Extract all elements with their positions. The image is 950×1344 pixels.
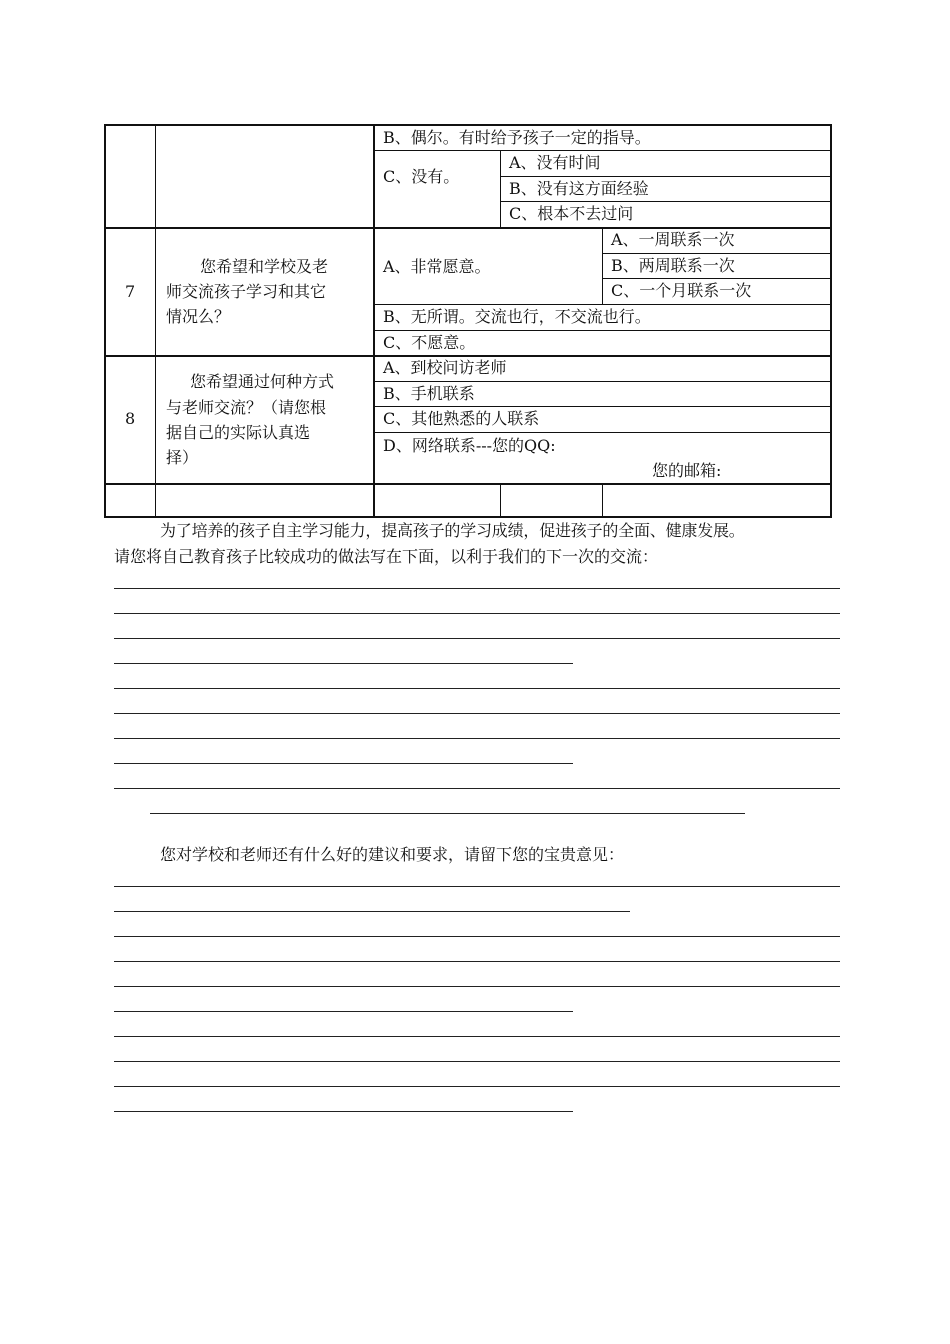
q8-question-line: 您希望通过何种方式 (190, 372, 335, 391)
q7-option-a: A、非常愿意。 (383, 257, 491, 276)
divider (374, 381, 832, 382)
section2-prompt: 您对学校和老师还有什么好的建议和要求，请留下您的宝贵意见： (160, 845, 625, 864)
q8-question-line: 择） (166, 448, 199, 467)
answer-line[interactable] (114, 688, 840, 689)
subcol-divider (500, 150, 501, 228)
answer-line[interactable] (114, 613, 840, 614)
q7-question-line: 师交流孩子学习和其它 (166, 282, 327, 301)
divider (374, 432, 832, 433)
answer-line[interactable] (114, 936, 840, 937)
col-divider-number (155, 124, 156, 518)
answer-line[interactable] (114, 886, 840, 887)
divider (374, 150, 832, 151)
answer-line[interactable] (114, 663, 573, 664)
subcol-divider (602, 227, 603, 305)
answer-line[interactable] (114, 788, 840, 789)
answer-line[interactable] (114, 1061, 840, 1062)
divider (500, 201, 832, 202)
q8-option-b: B、手机联系 (383, 384, 475, 403)
answer-line[interactable] (114, 986, 840, 987)
q6-sub-b: B、没有这方面经验 (509, 179, 649, 198)
q7-question-line: 您希望和学校及老 (200, 257, 329, 276)
q6-option-c: C、没有。 (383, 167, 460, 186)
divider (500, 176, 832, 177)
table-border-right (830, 124, 832, 518)
answer-line[interactable] (114, 638, 840, 639)
q7-option-b: B、无所谓。交流也行，不交流也行。 (383, 307, 651, 326)
q8-number: 8 (125, 409, 136, 428)
table-border-left (104, 124, 106, 518)
q7-question-line: 情况么？ (166, 307, 231, 326)
divider (602, 253, 832, 254)
answer-line[interactable] (114, 1111, 573, 1112)
q7-sub-b: B、两周联系一次 (611, 256, 735, 275)
q7-sub-a: A、一周联系一次 (611, 230, 735, 249)
answer-line[interactable] (114, 911, 630, 912)
answer-line[interactable] (114, 763, 573, 764)
table-border-top (104, 124, 832, 126)
section1-intro-line2: 请您将自己教育孩子比较成功的做法写在下面，以利于我们的下一次的交流： (114, 547, 659, 566)
divider (602, 278, 832, 279)
table-border-bottom (104, 516, 832, 518)
divider (374, 330, 832, 331)
q8-option-d: D、网络联系---您的QQ: (383, 436, 556, 455)
divider (374, 304, 832, 305)
q8-email-label: 您的邮箱: (652, 461, 722, 480)
answer-line[interactable] (114, 713, 840, 714)
q8-question-line: 据自己的实际认真选 (166, 423, 311, 442)
q6-sub-a: A、没有时间 (509, 153, 601, 172)
section1-intro-line1: 为了培养的孩子自主学习能力，提高孩子的学习成绩，促进孩子的全面、健康发展。 (160, 521, 745, 540)
answer-line[interactable] (114, 1086, 840, 1087)
q7-sub-c: C、一个月联系一次 (611, 281, 752, 300)
q8-question-line: 与老师交流？（请您根 (166, 398, 327, 417)
answer-line[interactable] (114, 738, 840, 739)
col-divider-question (373, 124, 375, 518)
q6-option-b: B、偶尔。有时给予孩子一定的指导。 (383, 128, 651, 147)
q8-option-a: A、到校问访老师 (383, 358, 507, 377)
table-border-lastrow-top (104, 483, 832, 485)
q7-option-c: C、不愿意。 (383, 333, 476, 352)
answer-line[interactable] (150, 813, 745, 814)
table-border-row8-top (104, 355, 832, 357)
answer-line[interactable] (114, 1011, 573, 1012)
divider (374, 406, 832, 407)
answer-line[interactable] (114, 1036, 840, 1037)
answer-line[interactable] (114, 588, 840, 589)
subcol-divider (602, 483, 603, 518)
table-border-row7-top (104, 227, 832, 229)
q8-option-c: C、其他熟悉的人联系 (383, 409, 540, 428)
subcol-divider (500, 483, 501, 518)
q7-number: 7 (125, 282, 136, 301)
answer-line[interactable] (114, 961, 840, 962)
q6-sub-c: C、根本不去过问 (509, 204, 634, 223)
